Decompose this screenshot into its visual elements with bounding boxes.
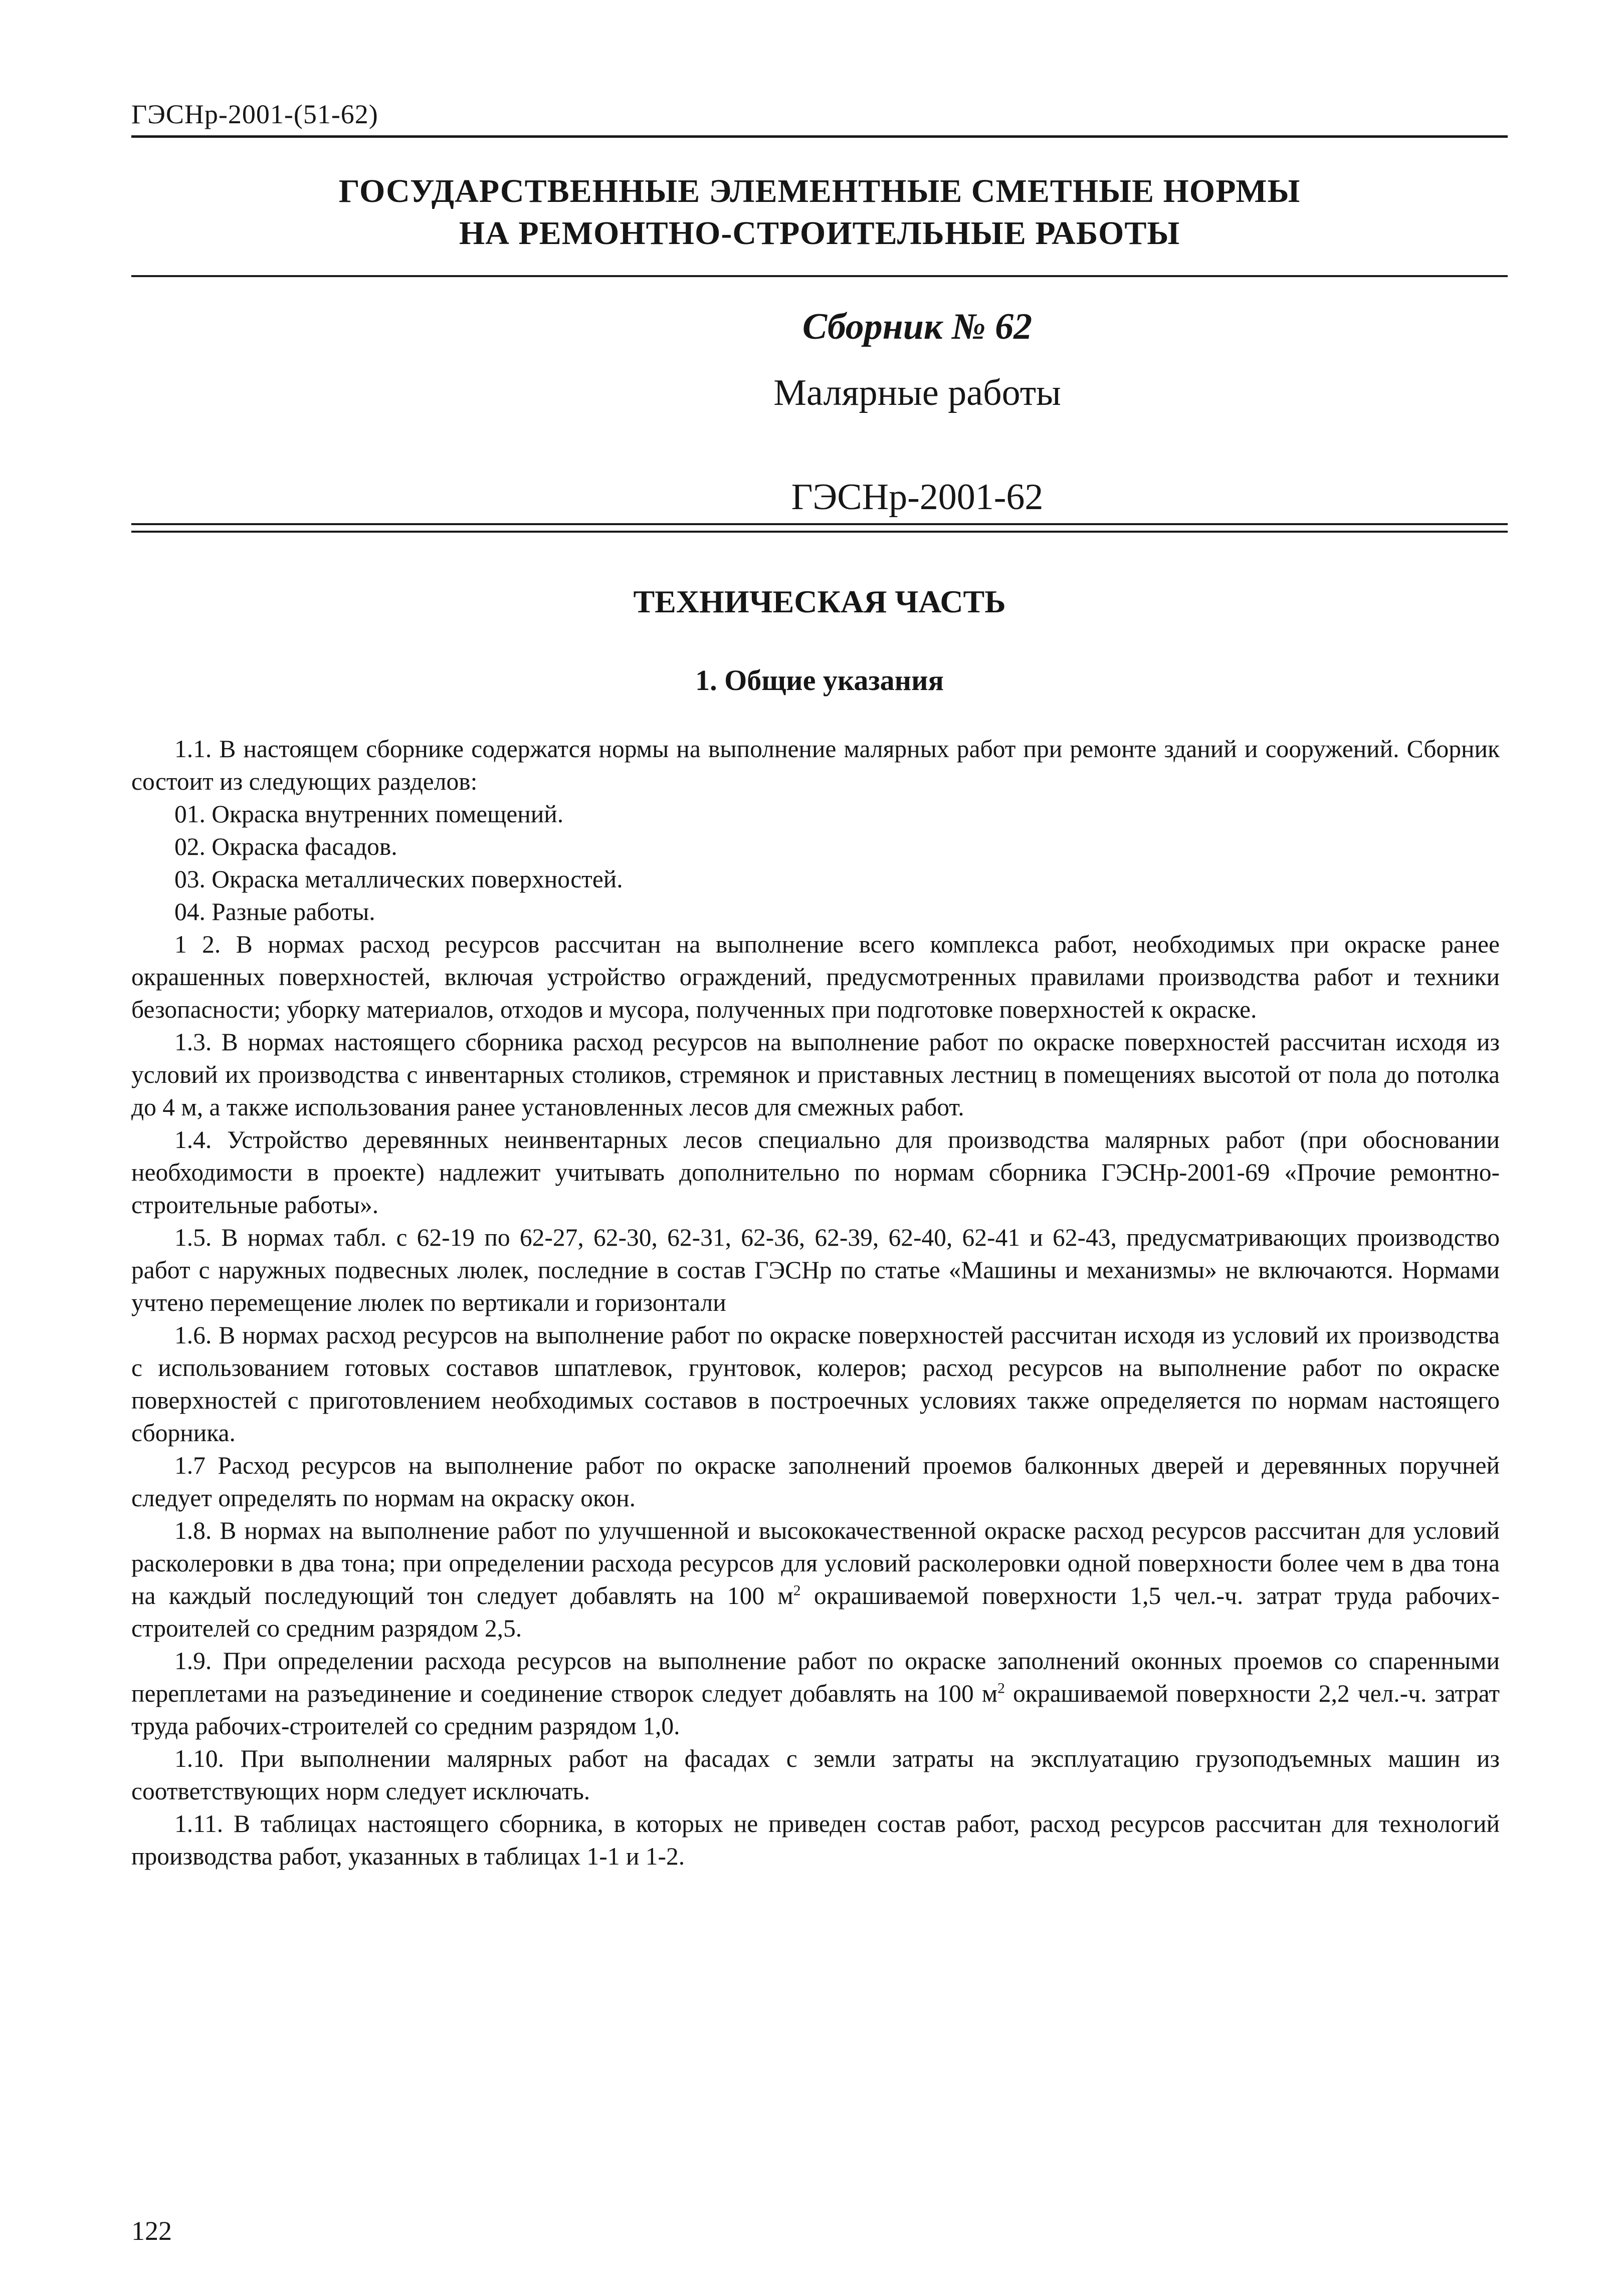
paragraph-1-7: 1.7 Расход ресурсов на выполнение работ по окраске заполнений проемов балконных дверей и деревянных поручней следует определять по нормам на окраску окон.: [131, 1452, 1500, 1512]
paragraph-1-8-text-a: 1.8. В нормах на выполнение работ по улучшенной и высококачественной окраске расход ресурсов рассчитан для условий расколеровки в два тона; при определении расхода ресурсов для условий расколеровки одной поверхности более чем в два тона на каждый последующий тон следует добавлять на 100 м: [131, 1517, 1500, 1610]
title-divider: [131, 275, 1508, 277]
paragraph-1-10: 1.10. При выполнении малярных работ на фасадах с земли затраты на эксплуатацию грузоподъемных машин из соответствующих норм следует исключать.: [131, 1745, 1500, 1805]
paragraph-1-9-text-a: 1.9. При определении расхода ресурсов на выполнение работ по окраске заполнений оконных проемов со спаренными переплетами на разъединение и соединение створок следует добавлять на 100 м: [131, 1647, 1500, 1707]
section-list-item: 02. Окраска фасадов.: [174, 833, 397, 860]
collection-title: Сборник № 62: [802, 306, 1033, 347]
square-superscript: 2: [997, 1680, 1005, 1697]
main-title-line-1: ГОСУДАРСТВЕННЫЕ ЭЛЕМЕНТНЫЕ СМЕТНЫЕ НОРМЫ: [338, 173, 1301, 209]
section-list-item: 01. Окраска внутренних помещений.: [174, 800, 564, 828]
paragraph-1-1: 1.1. В настоящем сборнике содержатся нормы на выполнение малярных работ при ремонте зданий и сооружений. Сборник состоит из следующих разделов:: [131, 735, 1500, 795]
paragraph-1-8: [131, 1514, 1500, 1645]
body-text: [131, 733, 1500, 1873]
paragraph-1-2: 1 2. В нормах расход ресурсов рассчитан на выполнение всего комплекса работ, необходимых при окраске ранее окрашенных поверхностей, включая устройство ограждений, предусмотренных правилами производства работ и техники безопасности; уборку материалов, отходов и мусора, полученных при подготовке поверхностей к окраске.: [131, 931, 1500, 1023]
paragraph-1-8-text-b: окрашиваемой поверхности 1,5 чел.-ч. затрат труда рабочих-строителей со средним разрядом 2,5.: [131, 1582, 1500, 1642]
main-title-line-2: НА РЕМОНТНО-СТРОИТЕЛЬНЫЕ РАБОТЫ: [459, 215, 1180, 252]
paragraph-1-9: [131, 1645, 1500, 1742]
subsection-title: 1. Общие указания: [695, 664, 944, 697]
collection-code: ГЭСНр-2001-62: [791, 477, 1044, 518]
page-number: 122: [131, 2216, 172, 2246]
paragraph-1-11: 1.11. В таблицах настоящего сборника, в которых не приведен состав работ, расход ресурсов рассчитан для технологий производства работ, указанных в таблицах 1-1 и 1-2.: [131, 1810, 1500, 1870]
header-divider: [131, 135, 1508, 138]
double-divider-top: [131, 523, 1508, 525]
section-list-item: 03. Окраска металлических поверхностей.: [174, 865, 623, 893]
paragraph-1-4: 1.4. Устройство деревянных неинвентарных лесов специально для производства малярных работ (при обосновании необходимости в проекте) надлежит учитывать дополнительно по нормам сборника ГЭСНр-2001-69 «Прочие ремонтно-строительные работы».: [131, 1126, 1500, 1219]
paragraph-1-6: 1.6. В нормах расход ресурсов на выполнение работ по окраске поверхностей рассчитан исходя из условий их производства с использованием готовых составов шпатлевок, грунтовок, колеров; расход ресурсов на выполнение работ по окраске поверхностей с приготовлением необходимых составов в построечных условиях также определяется по нормам настоящего сборника.: [131, 1321, 1500, 1447]
paragraph-1-5: 1.5. В нормах табл. с 62-19 по 62-27, 62-30, 62-31, 62-36, 62-39, 62-40, 62-41 и 62-43, предусматривающих производство работ с наружных подвесных люлек, последние в состав ГЭСНр по статье «Машины и механизмы» не включаются. Нормами учтено перемещение люлек по вертикали и горизонтали: [131, 1224, 1500, 1316]
section-list-item: 04. Разные работы.: [174, 898, 375, 926]
section-title: ТЕХНИЧЕСКАЯ ЧАСТЬ: [633, 584, 1006, 619]
double-divider-bottom: [131, 531, 1508, 533]
paragraph-1-9-text-b: окрашиваемой поверхности 2,2 чел.-ч. затрат труда рабочих-строителей со средним разрядом 1,0.: [131, 1680, 1500, 1740]
running-header-code: ГЭСНр-2001-(51-62): [131, 99, 378, 129]
square-superscript: 2: [793, 1582, 801, 1599]
collection-subtitle: Малярные работы: [773, 372, 1061, 413]
paragraph-1-3: 1.3. В нормах настоящего сборника расход ресурсов на выполнение работ по окраске поверхностей рассчитан исходя из условий их производства с инвентарных столиков, стремянок и приставных лестниц в помещениях высотой от пола до потолка до 4 м, а также использования ранее установленных лесов для смежных работ.: [131, 1028, 1500, 1121]
